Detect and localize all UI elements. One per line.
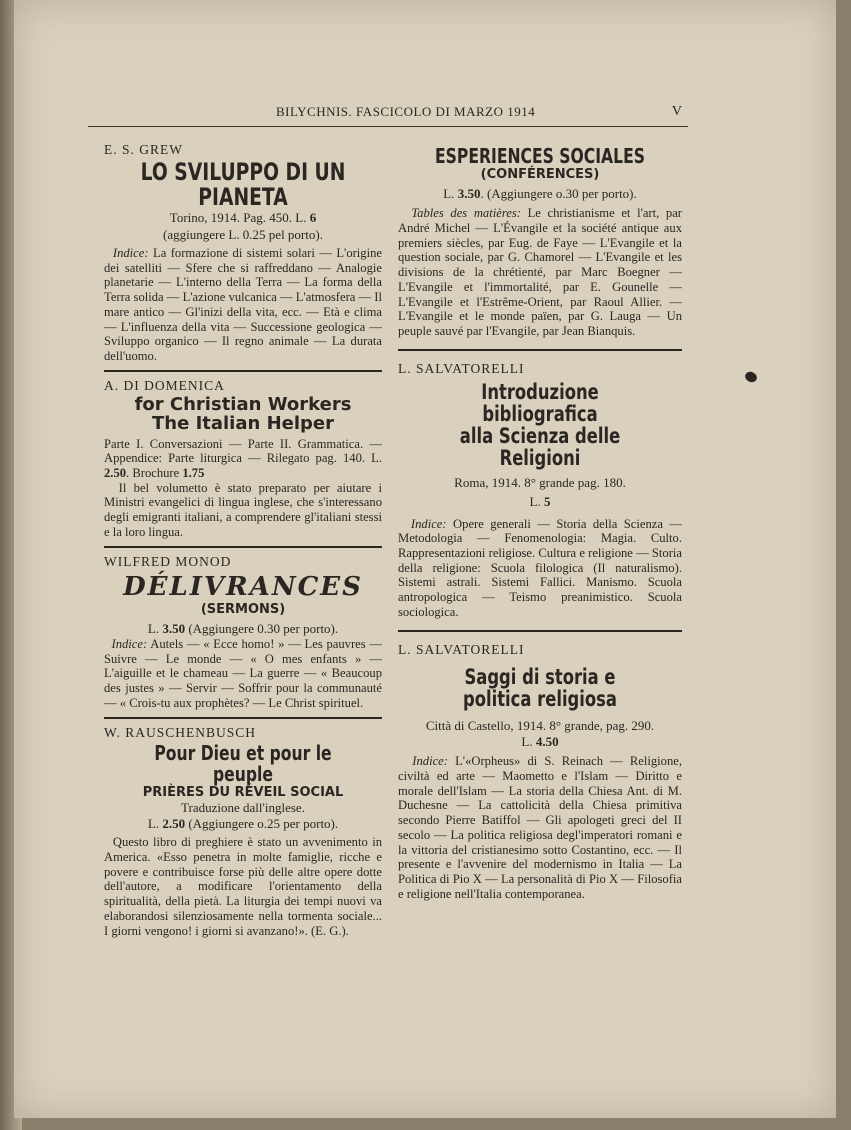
publication-info: L. 3.50. (Aggiungere o.30 per porto). xyxy=(443,186,637,201)
book-subtitle: (CONFÉRENCES) xyxy=(480,167,600,182)
translation-note: Traduzione dall'inglese. xyxy=(181,799,305,815)
index-text: Indice: Opere generali — Storia della Scienza — Metodologia — Fenomenologia: Magia. Culto. Rappresentazioni religiose. Cultura e religione — Storia della religione: Scuola filologica (Il naturalismo). Sistemi astrali. Sistemi Fallici. Manismo. Scuola antropologica — Teismo preanimistico. Scuola sociologica. xyxy=(398,516,683,619)
running-header xyxy=(88,104,688,127)
book-title: ESPERIENCES SOCIALES xyxy=(435,144,645,168)
divider xyxy=(398,349,682,351)
author: L. SALVATORELLI xyxy=(398,641,525,657)
index-text: Indice: La formazione di sistemi solari — L'origine dei satelliti — Sfere che si raffreddano — Analogie planetarie — L'interno della Terra — La forma della Terra solida — L'azione vulcanica — L'atmosfera — Il mare antico — Gl'inizi della vita, ecc. — Età e clima — L'influenza della vita — Successione geologica — Sviluppo organico — Il regno animale — La durata dell'uomo. xyxy=(104,245,382,364)
divider xyxy=(104,370,382,372)
entry-domenica xyxy=(104,378,382,540)
entry-salvatorelli-saggi xyxy=(398,642,682,902)
book-title: LO SVILUPPO DI UN PIANETA xyxy=(140,158,346,212)
book-title: Pour Dieu et pour le peuple xyxy=(154,740,332,786)
parts-text: Parte I. Conversazioni — Parte II. Grammatica. — Appendice: Parte liturgica — Rilegato pag. 140. L. 2.50. Brochure 1.75 xyxy=(104,436,382,480)
entry-rauschenbusch xyxy=(104,725,382,939)
description: Il bel volumetto è stato preparato per aiutare i Ministri evangelici di lingua inglese, che s'interessano degli emigranti italiani, a comprendere gl'italiani stessi e la loro lingua. xyxy=(104,480,382,539)
price: 3.50 xyxy=(162,620,186,636)
publication-info: L. 3.50 (Aggiungere 0.30 per porto). xyxy=(147,620,339,636)
author: A. DI DOMENICA xyxy=(104,377,225,393)
entry-sociales xyxy=(398,146,682,339)
book-title: DÉLIVRANCES xyxy=(123,571,363,602)
book-title: for Christian Workers The Italian Helper xyxy=(134,393,352,434)
price: 4.50 xyxy=(535,734,559,750)
description: Questo libro di preghiere è stato un avvenimento in America. «Esso penetra in molte famiglie, ricche e povere e contribuisce forse più delle altre opere dotte dell'autore, a modificare l'orientamento della spiritualità, della pietà. La liturgia dei tempi nuovi va elaborandosi silenziosamente nella tormenta sociale... I giorni vengono! i giorni si avanzano!». (E. G.). xyxy=(104,835,382,938)
price: 6 xyxy=(309,210,317,226)
divider xyxy=(104,546,382,548)
author: E. S. GREW xyxy=(104,142,183,157)
entry-grew xyxy=(104,142,382,364)
publication-info: Città di Castello, 1914. 8° grande, pag. 290. xyxy=(425,717,655,733)
index-text: Indice: Autels — « Ecce homo! » — Les pauvres — Suivre — Le monde — « O mes enfants » — L'aiguille et le chameau — La guerre — « Beaucoup des justes » — Servir — Soffrir pour la communauté — « Crois-tu aux prophètes? — Le Christ spirituel. xyxy=(104,636,382,710)
book-title: Saggi di storia e politica religiosa xyxy=(463,664,617,711)
entry-monod xyxy=(104,554,382,711)
price: 3.50 xyxy=(457,186,481,201)
price: 2.50 xyxy=(162,815,186,831)
book-title: Introduzione bibliografica alla Scienza delle Religioni xyxy=(459,379,621,470)
price: 5 xyxy=(543,494,551,510)
book-subtitle: (SERMONS) xyxy=(200,601,286,617)
publication-info: Roma, 1914. 8° grande pag. 180. xyxy=(454,475,626,491)
entry-salvatorelli-intro xyxy=(398,361,682,620)
author: L. SALVATORELLI xyxy=(398,360,525,376)
page-number: V xyxy=(671,104,682,119)
price-line: L. 5 xyxy=(529,494,551,510)
author: WILFRED MONOD xyxy=(104,553,232,569)
publication-info: L. 2.50 (Aggiungere o.25 per porto). xyxy=(147,815,339,831)
divider xyxy=(398,630,682,632)
author: W. RAUSCHENBUSCH xyxy=(104,724,257,740)
right-column xyxy=(398,142,682,902)
index-text: Indice: L'«Orpheus» di S. Reinach — Religione, civiltà ed arte — Maometto e l'Islam — Diritto e morale dell'Islam — La storia della Chiesa Ant. di M. Duchesne — La cattolicità della Chiesa primitiva secondo Pierre Batiffol — Gli apologeti greci del II secolo — La politica religiosa degl'imperatori romani e la vittoria del cristianesimo sotto Costantino, ecc. — Il presente e l'avvenire del modernismo in Italia — La Politica di Pio X — La personalità di Pio X — Filosofia e religione nell'Italia contemporanea. xyxy=(398,754,682,901)
price-line: L. 4.50 xyxy=(521,734,559,750)
left-column xyxy=(104,142,382,938)
book-subtitle: PRIÈRES DU RÉVEIL SOCIAL xyxy=(142,784,344,800)
publication-info: Torino, 1914. Pag. 450. L. 6 (aggiungere L. 0.25 pel porto). xyxy=(163,210,323,242)
contents-text: Tables des matières: Le christianisme et l'art, par André Michel — L'Évangile et la société antique aux premiers siècles, par Eug. de Faye — L'Evangile et la question sociale, par G. Chamorel — L'Evangile et les divisions de la chrétienté, par Marc Boegner — L'Evangile et l'immortalité, par E. Gounelle — L'Evangile et l'Estrême-Orient, par Raoul Allier. — L'Evangile et le monde païen, par G. Lauga — Un peuple sauvé par l'Evangile, par Jean Bianquis. xyxy=(398,206,682,339)
divider xyxy=(104,717,382,719)
header-title: BILYCHNIS. FASCICOLO DI MARZO 1914 xyxy=(276,104,536,119)
